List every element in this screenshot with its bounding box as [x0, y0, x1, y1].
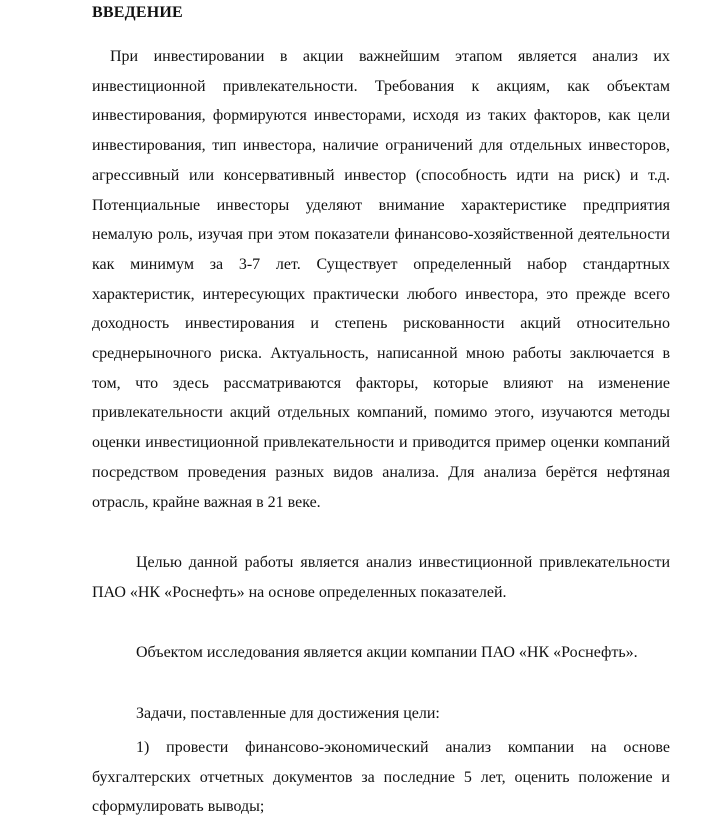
task-list-item: 1) провести финансово-экономический анализ компании на основе бухгалтерских отчетных документов за последние 5 лет, оценить положение и сформулировать выводы; — [92, 739, 670, 816]
object-paragraph: Объектом исследования является акции компании ПАО «НК «Роснефть». — [136, 644, 638, 661]
goal-paragraph: Целью данной работы является анализ инвестиционной привлекательности ПАО «НК «Роснефть» на основе определенных показателей. — [92, 554, 670, 601]
section-heading: ВВЕДЕНИЕ — [92, 4, 183, 21]
intro-paragraph: При инвестировании в акции важнейшим этапом является анализ их инвестиционной привлекательности. Требования к акциям, как объектам инвестирования, формируются инвесторами, исходя из таких факторов, как цели инвестирования, тип инвестора, наличие ограничений для отдельных инвесторов, агрессивный или консервативный инвестор (способность идти на риск) и т.д. Потенциальные инвесторы уделяют внимание характеристике предприятия немалую роль, изучая при этом показатели финансово-хозяйственной деятельности как минимум за 3-7 лет. Существует определенный набор стандартных характеристик, интересующих практически любого инвестора, это прежде всего доходность инвестирования и степень рискованности акций относительно среднерыночного риска. Актуальность, написанной мною работы заключается в том, что здесь рассматриваются факторы, которые влияют на изменение привлекательности акций отдельных компаний, помимо этого, изучаются методы оценки инвестиционной привлекательности и приводится пример оценки компаний посредством проведения разных видов анализа. Для анализа берётся нефтяная отрасль, крайне важная в 21 веке. — [92, 48, 670, 511]
tasks-intro-paragraph: Задачи, поставленные для достижения цели: — [136, 705, 440, 722]
